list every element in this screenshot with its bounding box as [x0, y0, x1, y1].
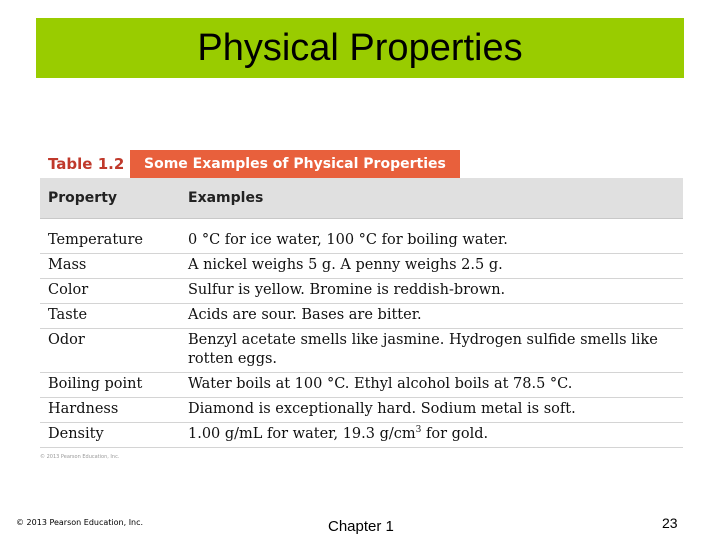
- examples-cell: Acids are sour. Bases are bitter.: [188, 307, 422, 323]
- examples-cell: 0 °C for ice water, 100 °C for boiling water.: [188, 232, 508, 248]
- table-caption-title: Some Examples of Physical Properties: [130, 150, 460, 178]
- footer-page-number: 23: [662, 515, 678, 531]
- table-row: [40, 279, 683, 304]
- footer-copyright: © 2013 Pearson Education, Inc.: [16, 518, 144, 527]
- header-examples: Examples: [188, 190, 264, 206]
- property-cell: Boiling point: [48, 376, 143, 392]
- property-cell: Density: [48, 426, 104, 442]
- footer-chapter: Chapter 1: [328, 518, 394, 535]
- slide-title: Physical Properties: [197, 27, 523, 69]
- table-row: [40, 304, 683, 329]
- property-cell: Odor: [48, 332, 85, 348]
- header-property: Property: [48, 190, 118, 206]
- property-cell: Temperature: [48, 232, 143, 248]
- examples-cell: Benzyl acetate smells like jasmine. Hydrogen sulfide smells like rotten eggs.: [188, 332, 658, 367]
- property-cell: Hardness: [48, 401, 119, 417]
- table-row: [40, 398, 683, 423]
- density-example-sup: 3: [415, 425, 422, 436]
- examples-cell: A nickel weighs 5 g. A penny weighs 2.5 g.: [188, 257, 503, 273]
- examples-cell: Sulfur is yellow. Bromine is reddish-brown.: [188, 282, 506, 298]
- property-cell: Mass: [48, 257, 87, 273]
- examples-cell: Diamond is exceptionally hard. Sodium metal is soft.: [188, 401, 576, 417]
- slide-title-bar: [36, 18, 684, 78]
- physical-properties-table: [40, 150, 683, 460]
- table-header-row: [40, 178, 683, 219]
- table-row: [40, 329, 683, 373]
- property-cell: Taste: [48, 307, 88, 323]
- table-credit: © 2013 Pearson Education, Inc.: [40, 454, 120, 460]
- property-cell: Color: [48, 282, 89, 298]
- density-example-pre: 1.00 g/mL for water, 19.3 g/cm: [188, 426, 416, 442]
- table-number: Table 1.2: [48, 155, 125, 173]
- density-example-post: for gold.: [421, 426, 489, 442]
- examples-cell: [188, 425, 683, 444]
- table-row: [40, 229, 683, 254]
- table-row: [40, 423, 683, 448]
- table-body: [40, 229, 683, 448]
- table-row: [40, 254, 683, 279]
- examples-cell: Water boils at 100 °C. Ethyl alcohol boils at 78.5 °C.: [188, 376, 573, 392]
- table-caption: [40, 150, 683, 178]
- table-row: [40, 373, 683, 398]
